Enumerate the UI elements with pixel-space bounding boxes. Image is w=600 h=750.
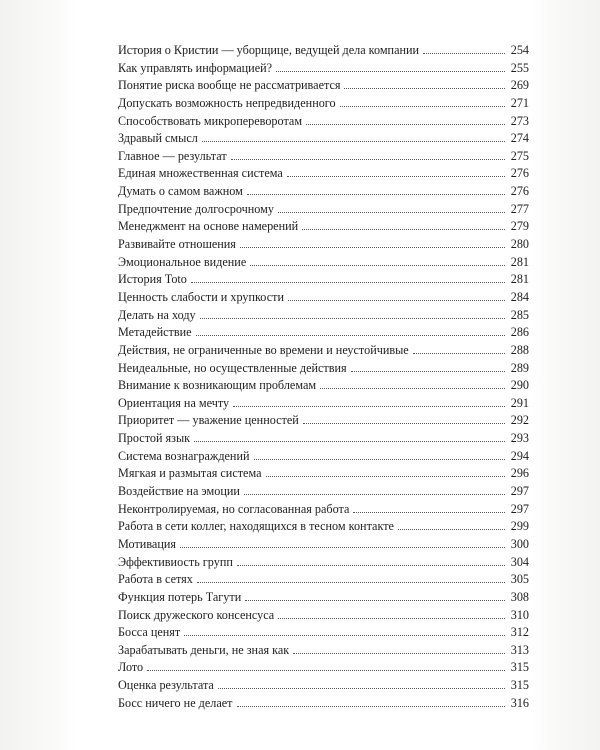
toc-entry-title: Понятие риска вообще не рассматривается — [118, 78, 341, 93]
toc-entry — [118, 395, 529, 413]
toc-entry — [118, 113, 529, 131]
toc-entry-title: Здравый смысл — [118, 131, 198, 146]
toc-entry-title: Работа в сети коллег, находящихся в тесном контакте — [118, 519, 394, 534]
dot-leader — [398, 528, 505, 530]
toc-entry — [118, 448, 529, 466]
toc-entry-page-number: 313 — [510, 642, 529, 657]
dot-leader — [413, 352, 505, 354]
toc-entry-page-number: 286 — [510, 325, 529, 340]
toc-entry-page-number: 316 — [510, 695, 529, 710]
toc-entry — [118, 271, 529, 289]
toc-entry-title: Развивайте отношения — [118, 237, 236, 252]
toc-entry — [118, 77, 529, 95]
dot-leader — [240, 246, 505, 248]
toc-entry-page-number: 276 — [510, 184, 529, 199]
dot-leader — [302, 228, 505, 230]
toc-entry-title: Система вознаграждений — [118, 448, 250, 463]
toc-entry — [118, 165, 529, 183]
toc-entry-page-number: 297 — [510, 484, 529, 499]
toc-entry — [118, 307, 529, 325]
toc-entry-page-number: 294 — [510, 448, 529, 463]
dot-leader — [287, 175, 505, 177]
toc-entry-title: Приоритет — уважение ценностей — [118, 413, 299, 428]
toc-entry-title: Мотивация — [118, 536, 176, 551]
toc-entry — [118, 607, 529, 625]
toc-entry-title: Работа в сетях — [118, 572, 193, 587]
toc-entry-title: Эффективиость групп — [118, 554, 233, 569]
toc-entry-title: Функция потерь Тагути — [118, 589, 242, 604]
toc-entry-page-number: 290 — [510, 378, 529, 393]
dot-leader — [191, 281, 505, 283]
table-of-contents — [118, 42, 529, 712]
dot-leader — [276, 70, 505, 72]
toc-entry-title: Неконтролируемая, но согласованная работа — [118, 501, 350, 516]
dot-leader — [231, 158, 505, 160]
toc-entry-title: Поиск дружеского консенсуса — [118, 607, 275, 622]
toc-entry-page-number: 300 — [510, 536, 529, 551]
toc-entry-page-number: 274 — [510, 131, 529, 146]
dot-leader — [184, 634, 505, 636]
toc-entry-title: История о Кристии — уборщице, ведущей дела компании — [118, 43, 420, 57]
toc-entry-title: Босс ничего не делает — [118, 695, 233, 710]
toc-entry-page-number: 312 — [510, 625, 529, 640]
toc-entry-page-number: 276 — [510, 166, 529, 181]
toc-entry-page-number: 297 — [510, 501, 529, 516]
dot-leader — [247, 193, 505, 195]
dot-leader — [340, 105, 505, 107]
toc-entry — [118, 695, 529, 713]
dot-leader — [254, 458, 506, 460]
toc-entry — [118, 183, 529, 201]
toc-entry-page-number: 304 — [510, 554, 529, 569]
toc-entry — [118, 42, 529, 60]
toc-entry-page-number: 284 — [510, 289, 529, 304]
toc-entry — [118, 624, 529, 642]
dot-leader — [293, 652, 505, 654]
toc-entry-page-number: 288 — [510, 342, 529, 357]
toc-entry-title: Менеджмент на основе намерений — [118, 219, 299, 234]
dot-leader — [200, 317, 505, 319]
toc-entry — [118, 218, 529, 236]
toc-entry-page-number: 279 — [510, 219, 529, 234]
dot-leader — [245, 599, 505, 601]
toc-entry-page-number: 310 — [510, 607, 529, 622]
dot-leader — [237, 564, 505, 566]
toc-entry — [118, 501, 529, 519]
toc-entry — [118, 677, 529, 695]
dot-leader — [306, 123, 505, 125]
toc-entry — [118, 430, 529, 448]
toc-entry — [118, 465, 529, 483]
dot-leader — [244, 493, 505, 495]
toc-entry — [118, 554, 529, 572]
toc-entry-page-number: 315 — [510, 660, 529, 675]
toc-entry-title: Внимание к возникающим проблемам — [118, 378, 317, 393]
toc-entry-page-number: 280 — [510, 237, 529, 252]
toc-entry-title: Ориентация на мечту — [118, 395, 230, 410]
toc-entry — [118, 201, 529, 219]
dot-leader — [218, 687, 505, 689]
toc-entry-page-number: 293 — [510, 431, 529, 446]
toc-entry — [118, 254, 529, 272]
toc-entry-title: Простой язык — [118, 431, 191, 446]
dot-leader — [344, 87, 505, 89]
toc-entry-title: Действия, не ограниченные во времени и неустойчивые — [118, 342, 409, 357]
toc-entry — [118, 236, 529, 254]
toc-entry-page-number: 271 — [510, 95, 529, 110]
dot-leader — [237, 705, 506, 707]
toc-entry-page-number: 291 — [510, 395, 529, 410]
dot-leader — [353, 511, 505, 513]
toc-entry-title: Единая множественная система — [118, 166, 283, 181]
toc-entry-title: Эмоциональное видение — [118, 254, 247, 269]
toc-entry-page-number: 292 — [510, 413, 529, 428]
toc-entry — [118, 324, 529, 342]
toc-entry — [118, 130, 529, 148]
dot-leader — [197, 581, 505, 583]
toc-entry-page-number: 273 — [510, 113, 529, 128]
toc-entry-page-number: 296 — [510, 466, 529, 481]
dot-leader — [278, 617, 505, 619]
toc-entry-title: Предпочтение долгосрочному — [118, 201, 274, 216]
toc-entry-page-number: 305 — [510, 572, 529, 587]
toc-entry-page-number: 254 — [510, 43, 529, 57]
toc-entry-title: Метадействие — [118, 325, 192, 340]
toc-entry-title: Неидеальные, но осуществленные действия — [118, 360, 347, 375]
toc-entry — [118, 571, 529, 589]
toc-entry — [118, 148, 529, 166]
toc-entry — [118, 377, 529, 395]
dot-leader — [147, 669, 505, 671]
toc-entry-page-number: 289 — [510, 360, 529, 375]
toc-entry — [118, 289, 529, 307]
toc-entry-page-number: 281 — [510, 254, 529, 269]
toc-entry-page-number: 275 — [510, 148, 529, 163]
toc-entry-title: История Toto — [118, 272, 187, 287]
toc-entry-page-number: 277 — [510, 201, 529, 216]
page-edge-left — [0, 0, 78, 750]
dot-leader — [351, 370, 505, 372]
dot-leader — [202, 140, 505, 142]
toc-entry — [118, 589, 529, 607]
toc-entry-title: Лото — [118, 660, 144, 675]
toc-entry-page-number: 299 — [510, 519, 529, 534]
dot-leader — [250, 264, 505, 266]
toc-entry — [118, 518, 529, 536]
toc-entry — [118, 60, 529, 78]
toc-entry-title: Оценка результата — [118, 678, 214, 693]
toc-entry-title: Допускать возможность непредвиденного — [118, 95, 336, 110]
toc-entry — [118, 95, 529, 113]
dot-leader — [303, 422, 505, 424]
page-edge-right — [530, 0, 600, 750]
toc-entry-title: Босса ценят — [118, 625, 181, 640]
toc-entry — [118, 642, 529, 660]
dot-leader — [180, 546, 505, 548]
toc-entry — [118, 360, 529, 378]
toc-entry-title: Воздействие на эмоции — [118, 484, 240, 499]
toc-entry-title: Зарабатывать деньги, не зная как — [118, 642, 290, 657]
toc-entry — [118, 483, 529, 501]
toc-entry-title: Главное — результат — [118, 148, 227, 163]
toc-entry-title: Способствовать микропереворотам — [118, 113, 303, 128]
dot-leader — [288, 299, 505, 301]
toc-entry-page-number: 255 — [510, 60, 529, 75]
dot-leader — [266, 475, 505, 477]
dot-leader — [423, 52, 505, 54]
toc-entry — [118, 412, 529, 430]
dot-leader — [194, 440, 505, 442]
toc-entry — [118, 659, 529, 677]
toc-entry-page-number: 308 — [510, 589, 529, 604]
dot-leader — [233, 405, 505, 407]
toc-entry-page-number: 285 — [510, 307, 529, 322]
dot-leader — [320, 387, 505, 389]
dot-leader — [196, 334, 505, 336]
toc-entry-title: Мягкая и размытая система — [118, 466, 262, 481]
toc-entry-title: Думать о самом важном — [118, 184, 243, 199]
toc-entry — [118, 536, 529, 554]
toc-entry-title: Делать на ходу — [118, 307, 196, 322]
toc-entry-title: Ценность слабости и хрупкости — [118, 289, 284, 304]
toc-entry — [118, 342, 529, 360]
toc-entry-title: Как управлять информацией? — [118, 60, 273, 75]
toc-entry-page-number: 315 — [510, 678, 529, 693]
dot-leader — [278, 211, 505, 213]
toc-entry-page-number: 269 — [510, 78, 529, 93]
toc-entry-page-number: 281 — [510, 272, 529, 287]
